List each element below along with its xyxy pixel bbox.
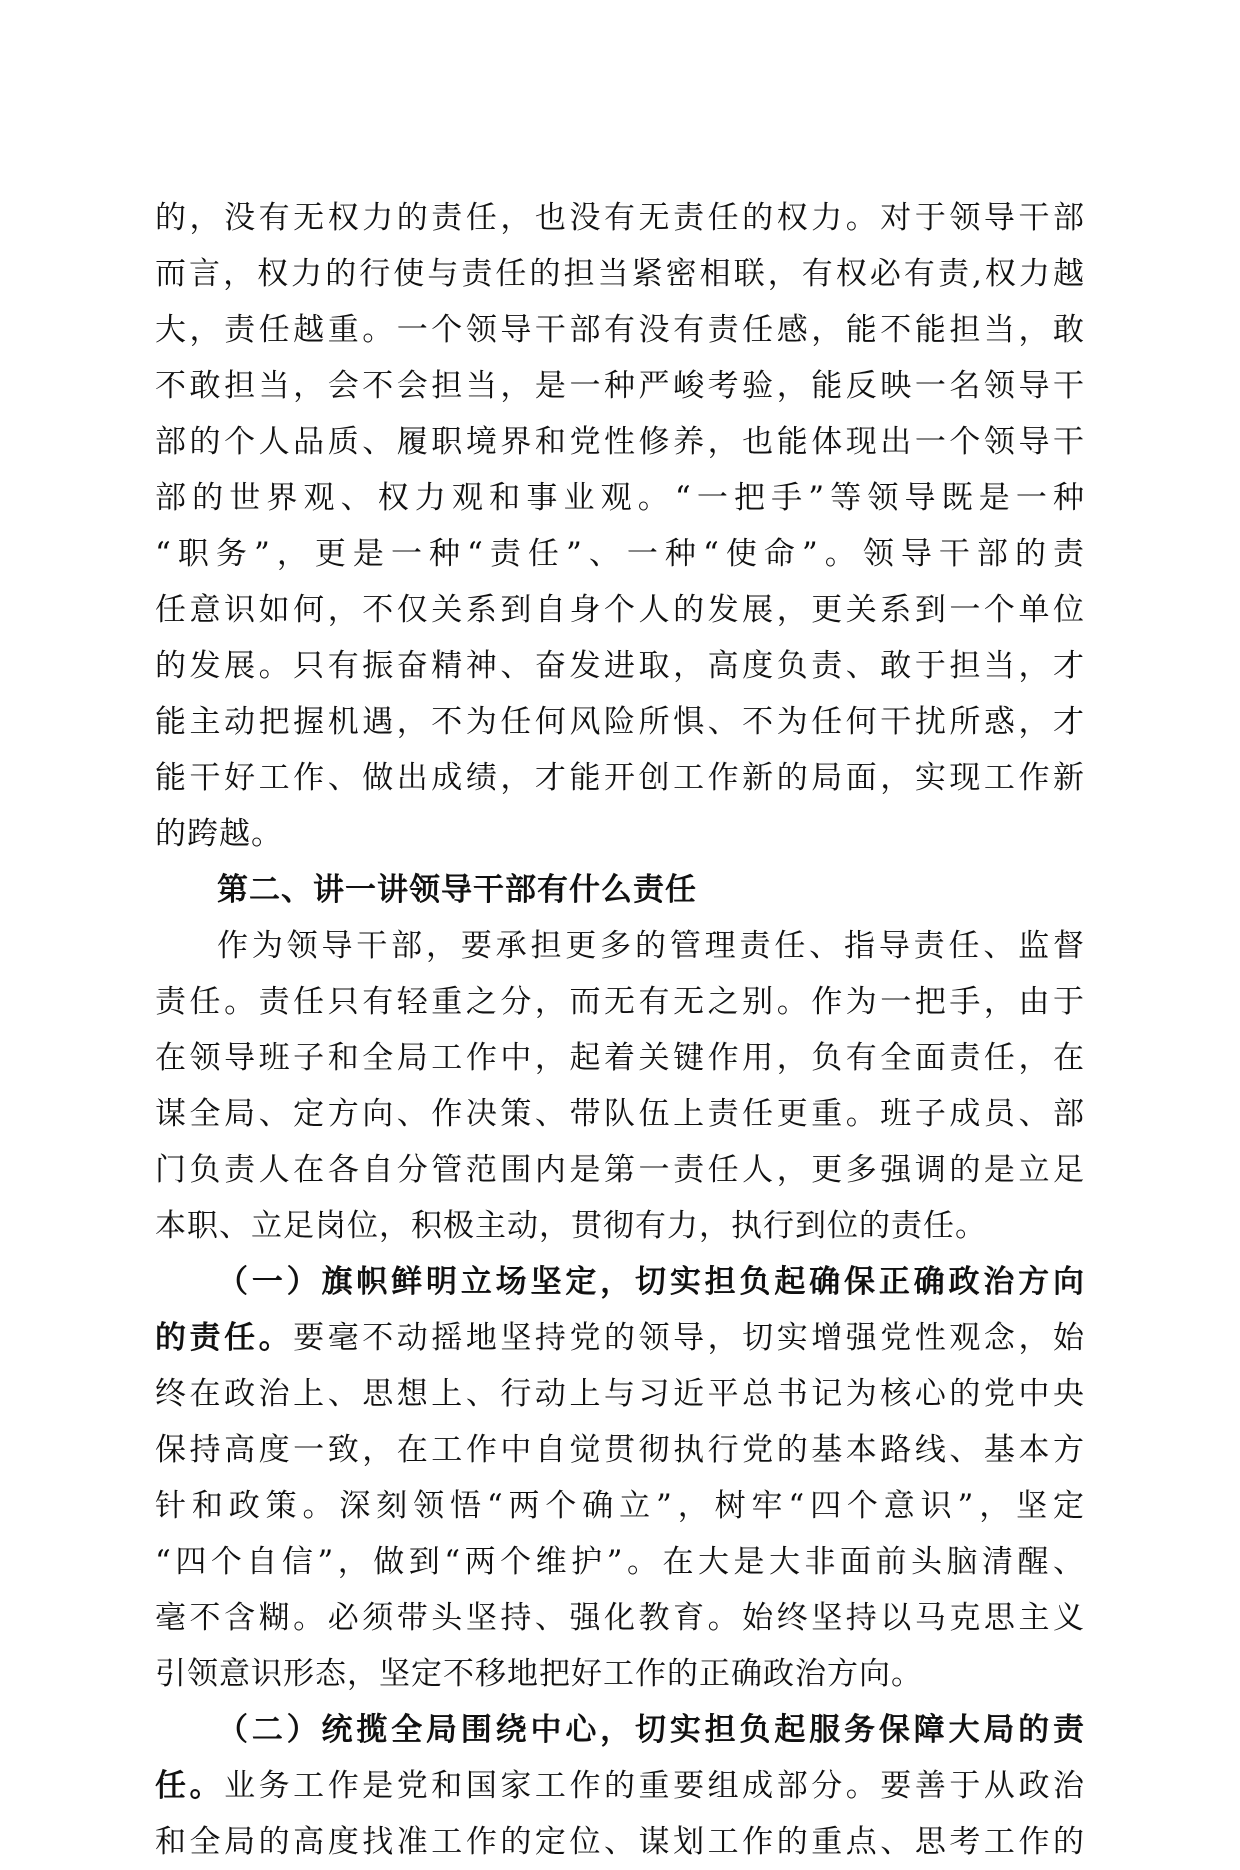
section-heading: 第二、讲一讲领导干部有什么责任 — [217, 872, 697, 908]
item-1 — [155, 1254, 1085, 1702]
item-heading-tail: 任。 — [155, 1768, 225, 1804]
text-line: 引领意识形态，坚定不移地把好工作的正确政治方向。 — [155, 1656, 923, 1692]
text-line: 门负责人在各自分管范围内是第一责任人，更多强调的是立足 — [155, 1152, 1085, 1188]
item-heading: （一）旗帜鲜明立场坚定，切实担负起确保正确政治方向 — [217, 1264, 1085, 1300]
text-line: 部的个人品质、履职境界和党性修养，也能体现出一个领导干 — [155, 424, 1085, 460]
document-page — [155, 190, 1085, 1870]
text-line: 能干好工作、做出成绩，才能开创工作新的局面，实现工作新 — [155, 760, 1085, 796]
text-line: 本职、立足岗位，积极主动，贯彻有力，执行到位的责任。 — [155, 1208, 987, 1244]
text-line: “四个自信”，做到“两个维护”。在大是大非面前头脑清醒、 — [155, 1544, 1085, 1580]
text-line: 毫不含糊。必须带头坚持、强化教育。始终坚持以马克思主义 — [155, 1600, 1085, 1636]
text-line: 部的世界观、权力观和事业观。“一把手”等领导既是一种 — [155, 480, 1085, 516]
item-text: 要毫不动摇地坚持党的领导，切实增强党性观念，始 — [293, 1320, 1085, 1356]
text-line — [155, 1310, 1085, 1366]
text-line: 作为领导干部，要承担更多的管理责任、指导责任、监督 — [217, 928, 1085, 964]
text-line: 的，没有无权力的责任，也没有无责任的权力。对于领导干部 — [155, 200, 1085, 236]
text-line: 谋全局、定方向、作决策、带队伍上责任更重。班子成员、部 — [155, 1096, 1085, 1132]
text-line: 保持高度一致，在工作中自觉贯彻执行党的基本路线、基本方 — [155, 1432, 1085, 1468]
text-line: 的发展。只有振奋精神、奋发进取，高度负责、敢于担当，才 — [155, 648, 1085, 684]
item-heading-tail: 的责任。 — [155, 1320, 294, 1356]
text-line: 而言，权力的行使与责任的担当紧密相联，有权必有责,权力越 — [155, 256, 1085, 292]
text-line: 任意识如何，不仅关系到自身个人的发展，更关系到一个单位 — [155, 592, 1085, 628]
text-line: 责任。责任只有轻重之分，而无有无之别。作为一把手，由于 — [155, 984, 1085, 1020]
text-line: 终在政治上、思想上、行动上与习近平总书记为核心的党中央 — [155, 1376, 1085, 1412]
text-line: 不敢担当，会不会担当，是一种严峻考验，能反映一名领导干 — [155, 368, 1085, 404]
text-line — [155, 1758, 1085, 1814]
text-line: 大，责任越重。一个领导干部有没有责任感，能不能担当，敢 — [155, 312, 1085, 348]
item-2 — [155, 1702, 1085, 1870]
text-line: 和全局的高度找准工作的定位、谋划工作的重点、思考工作的 — [155, 1824, 1085, 1860]
item-text: 业务工作是党和国家工作的重要组成部分。要善于从政治 — [224, 1768, 1085, 1804]
text-line: 能主动把握机遇，不为任何风险所惧、不为任何干扰所惑，才 — [155, 704, 1085, 740]
text-line: 的跨越。 — [155, 816, 283, 852]
item-heading: （二）统揽全局围绕中心，切实担负起服务保障大局的责 — [217, 1712, 1085, 1748]
text-line: 在领导班子和全局工作中，起着关键作用，负有全面责任，在 — [155, 1040, 1085, 1076]
paragraph-1 — [155, 190, 1085, 862]
text-line: 针和政策。深刻领悟“两个确立”，树牢“四个意识”，坚定 — [155, 1488, 1085, 1524]
text-line: “职务”，更是一种“责任”、一种“使命”。领导干部的责 — [155, 536, 1085, 572]
paragraph-2 — [155, 918, 1085, 1254]
